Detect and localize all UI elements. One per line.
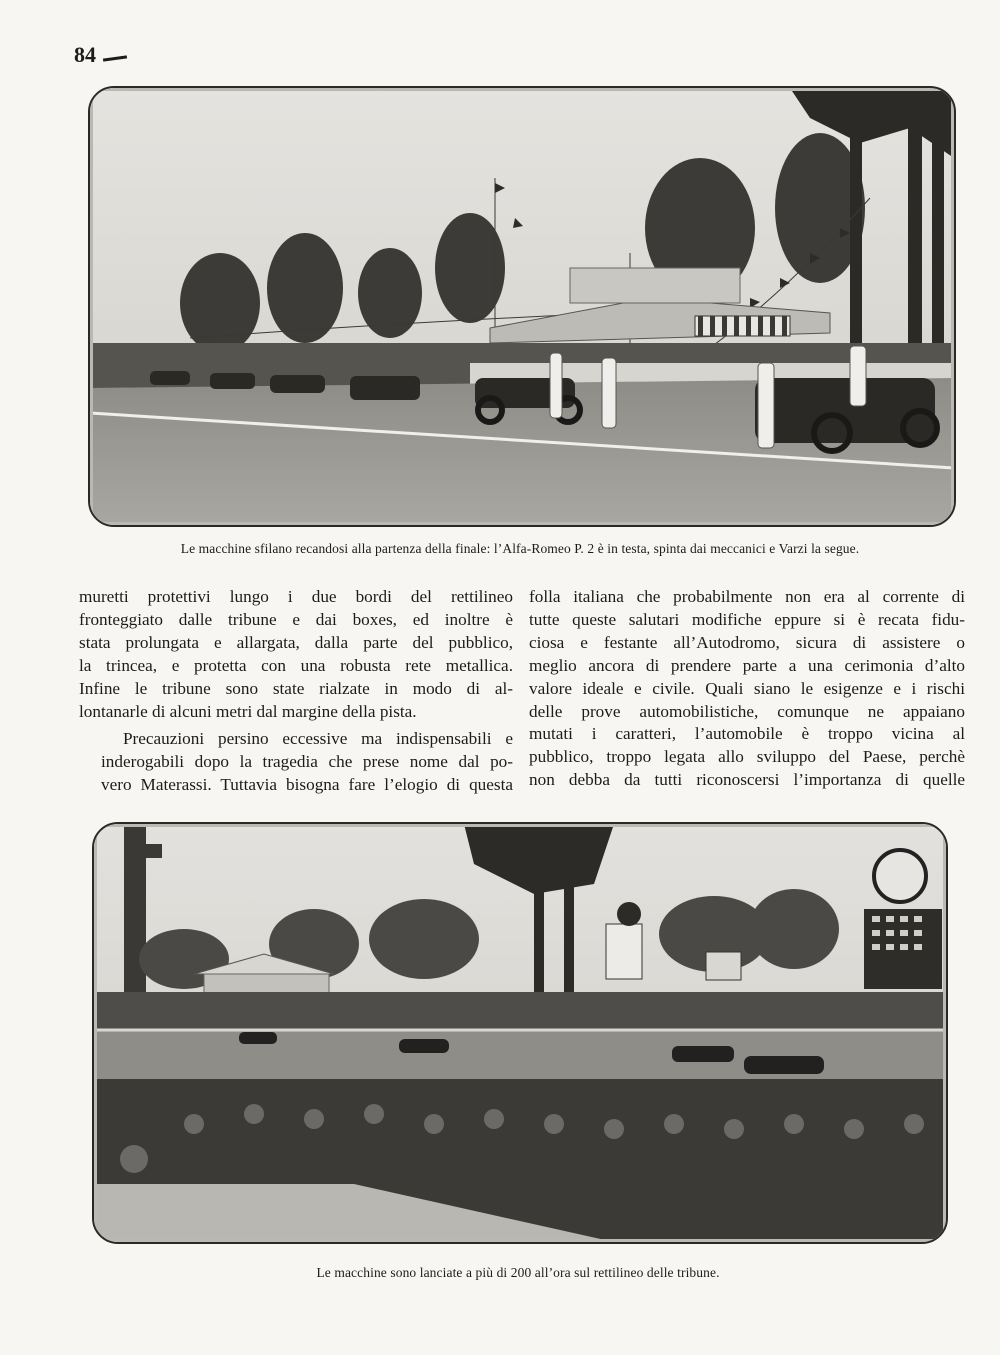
- text-line: fronteggiato dalle tribune e dai boxes, ed inoltre è: [79, 609, 513, 629]
- text-line: inderogabili dopo la tragedia che prese nome dal po-: [101, 752, 513, 772]
- paragraph: [79, 728, 513, 797]
- photo-caption: Le macchine sfilano recandosi alla partenza della finale: l’Alfa-Romeo P. 2 è in testa, spinta dai meccanici e Varzi la segue.: [180, 541, 860, 556]
- text-line: pubblico, troppo legata allo sviluppo del Paese, perchè: [529, 747, 965, 767]
- text-line: mutati i caratteri, l’automobile è troppo vicina al: [529, 724, 965, 744]
- text-line: muretti protettivi lungo i due bordi del rettilineo: [79, 587, 513, 606]
- text-line: stata prolungata e allargata, dalla parte del pubblico,: [79, 632, 513, 652]
- text-line: meglio ancora di prendere parte a una cerimonia d’alto: [529, 655, 965, 675]
- text-line: ciosa e festante all’Autodromo, sicura di assistere o: [529, 632, 965, 652]
- text-line: la trincea, e protetta con una robusta rete metallica.: [79, 655, 513, 675]
- paragraph: [79, 586, 513, 723]
- page-number-dash: [103, 55, 127, 61]
- photo-race-straight: [92, 822, 948, 1244]
- text-line: folla italiana che probabilmente non era al corrente di: [529, 587, 965, 606]
- page-number: 84: [74, 42, 96, 67]
- text-column-right: [529, 586, 965, 792]
- photo-starting-grid: [88, 86, 956, 527]
- text-line: vero Materassi. Tuttavia bisogna fare l’elogio di questa: [101, 775, 513, 795]
- text-line: tutte queste salutari modifiche eppure si è recata fidu-: [529, 609, 965, 629]
- text-line: lontanarle di alcuni metri dal margine della pista.: [79, 701, 417, 721]
- text-line: Precauzioni persino eccessive ma indispensabili e: [123, 729, 513, 749]
- photo-caption: Le macchine sono lanciate a più di 200 all’ora sul rettilineo delle tribune.: [316, 1265, 720, 1280]
- text-line: non debba da tutti riconoscersi l’importanza di quelle: [529, 770, 965, 790]
- text-line: Infine le tribune sono state rialzate in modo di al-: [79, 678, 513, 698]
- text-column-left: [79, 586, 513, 797]
- text-line: valore ideale e civile. Quali siano le esigenze e i rischi: [529, 678, 965, 698]
- text-line: delle prove automobilistiche, comunque ne appaiano: [529, 701, 965, 721]
- paragraph: [529, 586, 965, 792]
